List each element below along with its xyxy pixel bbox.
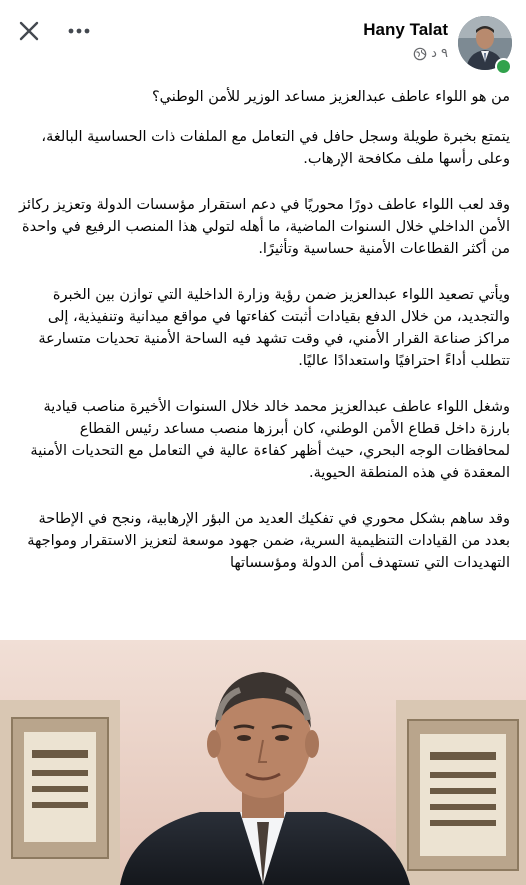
more-options-button[interactable] — [64, 18, 94, 44]
post-paragraph: وقد لعب اللواء عاطف دورًا محوريًا في دعم استقرار مؤسسات الدولة وتعزيز ركائز الأمن الداخلي خلال السنوات الماضية، ما أهله لتولي هذا المنصب الرفيع في واحدة من أكثر القطاعات الأمنية حساسية وتأثيرًا. — [18, 197, 510, 257]
post-text — [16, 86, 510, 598]
post-paragraph: وقد ساهم بشكل محوري في تفكيك العديد من البؤر الإرهابية، ونجح في الإطاحة بعدد من القيادات التنظيمية السرية، ضمن جهود موسعة لتعزيز الاستقرار ومواجهة التهديدات التي تستهدف أمن الدولة ومؤسساتها — [27, 511, 510, 571]
portrait-image — [0, 640, 526, 885]
close-button[interactable] — [14, 16, 44, 46]
post-time: ٩ د — [431, 46, 448, 61]
post-paragraph: يتمتع بخبرة طويلة وسجل حافل في التعامل مع الملفات ذات الحساسية البالغة، وعلى رأسها ملف مكافحة الإرهاب. — [41, 129, 510, 167]
globe-icon — [413, 47, 427, 61]
post-paragraph: ويأتي تصعيد اللواء عبدالعزيز ضمن رؤية وزارة الداخلية التي توازن بين الخبرة والتجديد، من خلال الدفع بقيادات أثبتت كفاءتها في مواقع ميدانية وتنفيذية، إلى مراكز صناعة القرار الأمني، في وقت تشهد فيه الساحة الأمنية تحديات متسارعة تتطلب أداءً احترافيًا واستعدادًا عاليًا. — [38, 287, 510, 369]
post-header — [0, 0, 526, 80]
more-icon — [68, 28, 90, 34]
post-meta — [413, 46, 448, 61]
post-photo[interactable] — [0, 640, 526, 885]
post-paragraph: من هو اللواء عاطف عبدالعزيز مساعد الوزير للأمن الوطني؟ — [151, 89, 510, 105]
post-paragraph: وشغل اللواء عاطف عبدالعزيز محمد خالد خلال السنوات الأخيرة مناصب قيادية بارزة داخل قطاع الأمن الوطني، كان أبرزها منصب مساعد رئيس القطاع لمحافظات الوجه البحري، حيث أظهر كفاءة عالية في التعامل مع التحديات الأمنية المعقدة في هذه المنطقة الحيوية. — [30, 399, 510, 481]
online-status-dot — [495, 58, 512, 75]
close-icon — [18, 20, 40, 42]
author-name[interactable]: Hany Talat — [363, 20, 448, 39]
